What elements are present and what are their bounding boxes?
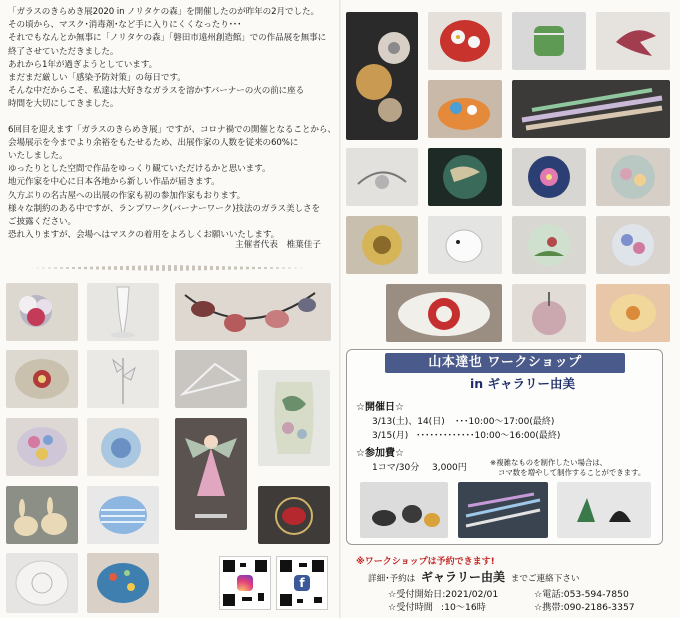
photo-rabbit-figurines	[6, 486, 78, 544]
photo-workshop-animals	[360, 482, 448, 538]
photo-amber-bead	[596, 284, 670, 342]
contact-gallery-name: ギャラリー由美	[421, 570, 506, 584]
greeting-letter	[8, 6, 336, 242]
reception-start-label: ☆受付開始日	[388, 589, 443, 600]
letter-line: まだまだ厳しい「感染予防対策」の毎日です。	[8, 73, 186, 84]
contact-suffix: までご連絡下さい	[510, 574, 580, 584]
photo-red-mandala-bead	[386, 284, 502, 342]
dates-heading: ☆開催日☆	[356, 402, 404, 413]
reception-start-value: :2021/02/01	[442, 589, 499, 600]
decorative-divider	[30, 265, 308, 271]
qr-code-facebook[interactable]	[276, 556, 328, 610]
mobile-phone[interactable]	[534, 599, 635, 613]
mobile-label: ☆携帯	[534, 602, 561, 613]
photo-glass-bead-necklaces	[175, 283, 331, 341]
photo-white-bird-figure	[428, 216, 502, 274]
fee-note-line: ※複雑なものを制作したい場合は、	[490, 458, 608, 467]
letter-line: 様々な制約のある中ですが、ランプワーク(バーナーワーク)技法のガラス美しさを	[8, 203, 321, 214]
photo-striped-blue-bead	[87, 486, 159, 544]
photo-orange-bird-bead	[428, 80, 502, 138]
letter-line: ご披露ください。	[8, 217, 76, 228]
reservation-notice: ※ワークショップは予約できます!	[356, 557, 495, 567]
photo-beaded-brooch	[346, 12, 418, 140]
photo-blue-flower-bead	[87, 418, 159, 476]
letter-line: あれから1年が過ぎようとしています。	[8, 59, 158, 70]
photo-terrarium-marble	[512, 216, 586, 274]
photo-blue-flower-marble	[596, 216, 670, 274]
reception-start	[388, 586, 498, 600]
photo-globe-marble	[428, 148, 502, 206]
letter-line: 会場展示を今までより余裕をもたせるため、出展作家の人数を従来の60%に	[8, 137, 299, 148]
fee-unit: 1コマ/30分	[372, 463, 420, 473]
photo-glass-flower-brooch	[6, 283, 78, 341]
reception-hours	[388, 599, 486, 613]
photo-green-cylinder-bead	[512, 12, 586, 70]
photo-painted-vase	[258, 370, 330, 466]
date1-time: ･･･10:00～17:00(最終)	[455, 417, 555, 427]
date2-time: ･････････････10:00～16:00(最終)	[416, 431, 561, 441]
photo-glass-pens	[512, 80, 670, 138]
contact-prefix: 詳細･予約は	[368, 574, 416, 584]
photo-workshop-pens	[458, 482, 548, 538]
date1-day: 3/13(土)、14(日)	[372, 417, 445, 427]
fee-note	[490, 458, 645, 478]
photo-flower-paperweight	[596, 148, 670, 206]
photo-dotted-bead	[87, 553, 159, 613]
photo-flower-marble	[512, 148, 586, 206]
instagram-icon	[237, 575, 253, 591]
contact-line	[368, 568, 580, 585]
photo-red-bead-bracelet	[258, 486, 330, 544]
fold-line	[339, 0, 341, 618]
letter-line: 「ガラスのきらめき展2020 in ノリタケの森」を開催したのが昨年の2月でした。	[8, 7, 319, 17]
letter-line: 時間を大切にしてきました。	[8, 99, 119, 110]
reception-hours-value: :10～16時	[441, 602, 486, 613]
photo-oval-bead	[6, 350, 78, 408]
photo-red-daisy-bead	[428, 12, 502, 70]
photo-workshop-figures	[557, 482, 651, 538]
facebook-icon: f	[294, 575, 310, 591]
letter-line: 終了させていただきました。	[8, 46, 119, 57]
phone-value: :053-594-7850	[560, 589, 629, 600]
letter-line: その頃から、マスク･消毒剤･など手に入りにくくなったり･･･	[8, 20, 242, 31]
fee-heading: ☆参加費☆	[356, 448, 404, 459]
phone-label: ☆電話	[534, 589, 561, 600]
fee-amount: 3,000円	[432, 463, 467, 473]
workshop-subtitle: in ギャラリー由美	[470, 376, 576, 391]
photo-top-figure	[512, 284, 586, 342]
photo-glass-triangle	[175, 350, 247, 408]
photo-glass-bird	[596, 12, 670, 70]
date2-day: 3/15(月)	[372, 431, 409, 441]
letter-line: ゆったりとした空間で作品をゆっくり観ていただけるかと思います。	[8, 164, 271, 175]
photo-fairy-figurine	[175, 418, 247, 530]
reception-hours-label: ☆受付時間	[388, 602, 433, 613]
photo-millefiori-bead	[6, 418, 78, 476]
photo-white-flower-bead	[6, 553, 78, 613]
qr-code-instagram[interactable]	[219, 556, 271, 610]
letter-line: 久方ぶりの名古屋への出展の作家も初の参加作家もおります。	[8, 190, 246, 201]
letter-line: 恐れ入りますが、会場へはマスクの着用をよろしくお願いいたします。	[8, 230, 280, 241]
photo-glass-flower-sculpture	[87, 350, 159, 408]
letter-line: そんな中だからこそ、私達は大好きなガラスを溶かすバーナーの火の前に座る	[8, 86, 305, 97]
photo-glass-sculpture	[346, 148, 418, 206]
letter-line: 6回目を迎えます「ガラスのきらめき展」ですが、コロナ禍での開催となることから、	[8, 124, 336, 135]
phone[interactable]	[534, 586, 629, 600]
photo-gold-marble	[346, 216, 418, 274]
letter-line: 地元作家を中心に日本各地から新しい作品が届きます。	[8, 177, 220, 188]
mobile-value: :090-2186-3357	[560, 602, 635, 613]
workshop-title: 山本達也 ワークショップ	[385, 353, 625, 373]
organizer-signature: 主催者代表 椎葉佳子	[235, 240, 321, 250]
letter-line: いたしました。	[8, 151, 68, 162]
fee-note-line: コマ数を増やして制作することができます。	[498, 468, 646, 477]
photo-glass-stem-cup	[87, 283, 159, 341]
letter-line: それでもなんとか無事に「ノリタケの森」「磐田市遠州創造館」での作品展を無事に	[8, 33, 327, 44]
